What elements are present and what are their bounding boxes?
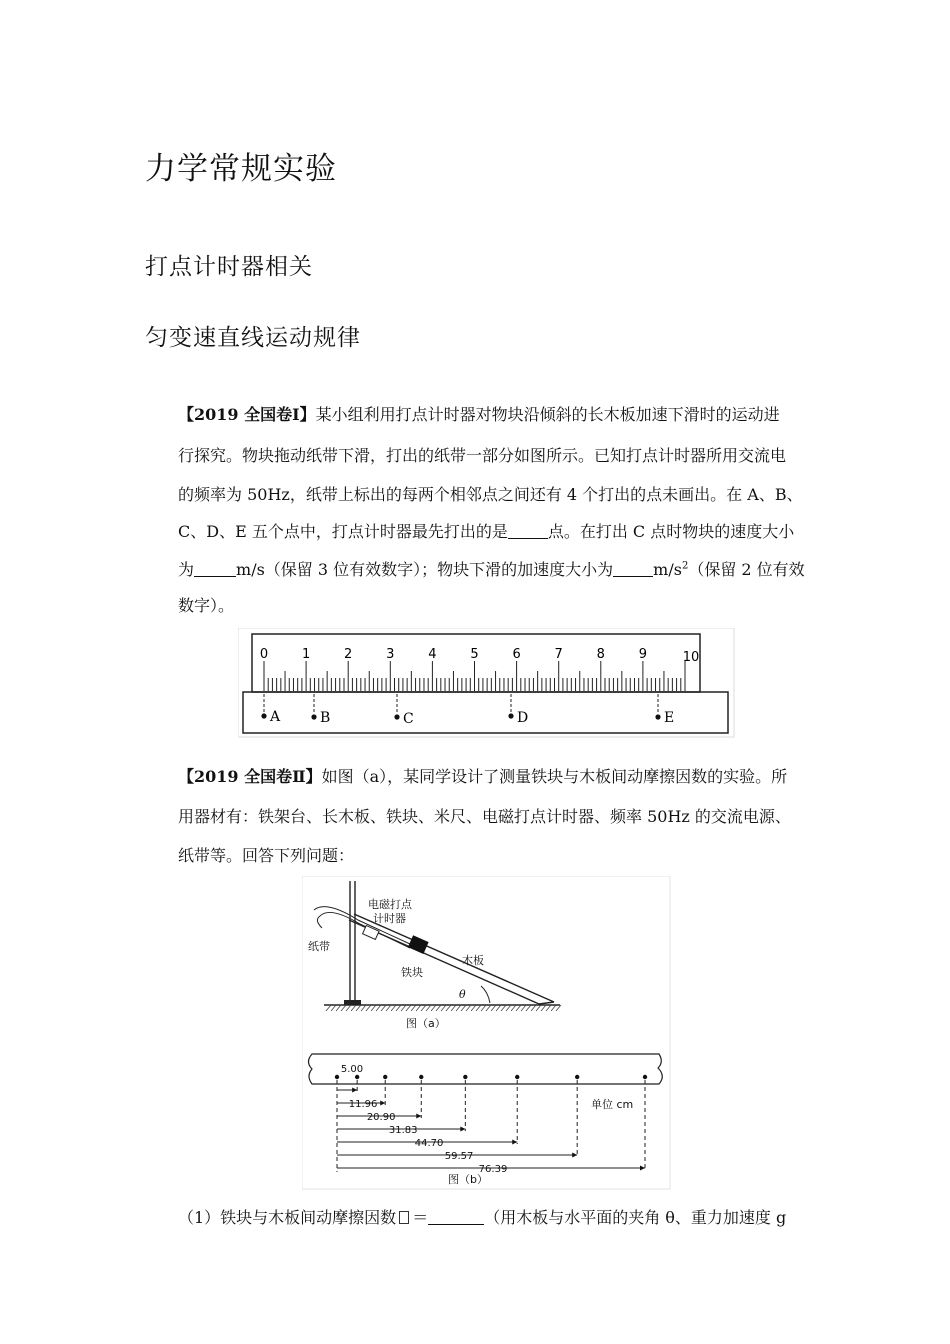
- page-title: 力学常规实验: [145, 151, 337, 187]
- text-line: 纸带等。回答下列问题：: [178, 846, 355, 865]
- measurement-label: 20.90: [366, 1112, 396, 1123]
- measurement-label: 76.39: [478, 1164, 508, 1175]
- measurement-label: 31.83: [388, 1125, 418, 1136]
- text-line: 点。在打出 C 点时物块的速度大小: [547, 522, 795, 541]
- ruler-number: 8: [596, 647, 605, 662]
- ruler-number: 6: [512, 647, 521, 662]
- label-board: 木板: [462, 954, 484, 967]
- tape-dot: [383, 1075, 387, 1079]
- label-tape: 纸带: [308, 940, 330, 953]
- answer-blank[interactable]: [428, 1209, 484, 1225]
- tape-dot: [643, 1075, 647, 1079]
- missing-glyph-box: [399, 1211, 409, 1224]
- text-line: 如图（a），某同学设计了测量铁块与木板间动摩擦因数的实验。所: [321, 767, 788, 786]
- tape-dot: [419, 1075, 423, 1079]
- tape-dot: [335, 1075, 339, 1079]
- label-timer: 计时器: [373, 912, 406, 925]
- measurement-label: 5.00: [340, 1064, 364, 1075]
- text-line: （1）铁块与木板间动摩擦因数: [178, 1208, 397, 1227]
- text-line: 用器材有：铁架台、长木板、铁块、米尺、电磁打点计时器、频率 50Hz 的交流电源、: [178, 807, 791, 826]
- answer-blank[interactable]: [613, 561, 653, 577]
- svg-text:C: C: [403, 711, 414, 727]
- text-line: 行探究。物块拖动纸带下滑，打出的纸带一部分如图所示。已知打点计时器所用交流电: [178, 446, 787, 465]
- unit-superscript: 2: [681, 560, 689, 572]
- ruler-number: 1: [301, 647, 311, 662]
- text-line: m/s（保留 3 位有效数字）；物块下滑的加速度大小为: [236, 560, 614, 579]
- text-line: ＝: [412, 1208, 429, 1227]
- svg-text:B: B: [320, 710, 331, 726]
- text-line: 某小组利用打点计时器对物块沿倾斜的长木板加速下滑时的运动进: [315, 405, 780, 424]
- ruler-number: 7: [554, 647, 563, 662]
- tape-dot: [575, 1075, 579, 1079]
- unit-label: 单位 cm: [591, 1098, 634, 1111]
- unit-text: m/s: [653, 560, 682, 579]
- text-line: 数字）。: [178, 596, 235, 615]
- text-line: （用木板与水平面的夹角 θ、重力加速度 g: [484, 1208, 787, 1227]
- tape-dot: [463, 1075, 467, 1079]
- text-line: 为: [178, 560, 195, 579]
- label-theta: θ: [459, 988, 466, 1001]
- tape-dot: [355, 1075, 359, 1079]
- measurement-label: 11.96: [348, 1099, 378, 1110]
- question-source: 【2019 全国卷Ⅱ】: [178, 767, 322, 786]
- figure-caption: 图（a）: [406, 1017, 446, 1030]
- ruler-number: 2: [344, 647, 353, 662]
- ruler-number: 3: [386, 647, 395, 662]
- figure-caption: 图（b）: [448, 1173, 488, 1186]
- subsection-heading: 匀变速直线运动规律: [145, 325, 361, 351]
- ruler-number: 10: [682, 650, 700, 665]
- ruler-number: 5: [470, 647, 479, 662]
- measurement-label: 44.70: [414, 1138, 444, 1149]
- label-block: 铁块: [401, 966, 423, 979]
- ruler-number: 9: [638, 647, 648, 662]
- text-line: （保留 2 位有效: [688, 560, 805, 579]
- ruler-number: 0: [259, 647, 269, 662]
- ruler-number: 4: [428, 647, 437, 662]
- svg-text:E: E: [664, 710, 675, 726]
- label-timer: 电磁打点: [368, 898, 412, 911]
- incline-experiment-figure: [302, 876, 671, 1190]
- text-line: C、D、E 五个点中，打点计时器最先打出的是: [178, 522, 508, 541]
- svg-text:A: A: [270, 709, 281, 725]
- answer-blank[interactable]: [508, 523, 548, 539]
- section-heading: 打点计时器相关: [145, 254, 313, 280]
- tape-dot: [515, 1075, 519, 1079]
- svg-text:D: D: [517, 710, 529, 726]
- measurement-label: 59.57: [444, 1151, 474, 1162]
- answer-blank[interactable]: [194, 561, 236, 577]
- text-line: 的频率为 50Hz，纸带上标出的每两个相邻点之间还有 4 个打出的点未画出。在 A、B、: [178, 485, 803, 504]
- question-source: 【2019 全国卷Ⅰ】: [178, 405, 316, 424]
- ruler-tape-figure: [238, 628, 735, 738]
